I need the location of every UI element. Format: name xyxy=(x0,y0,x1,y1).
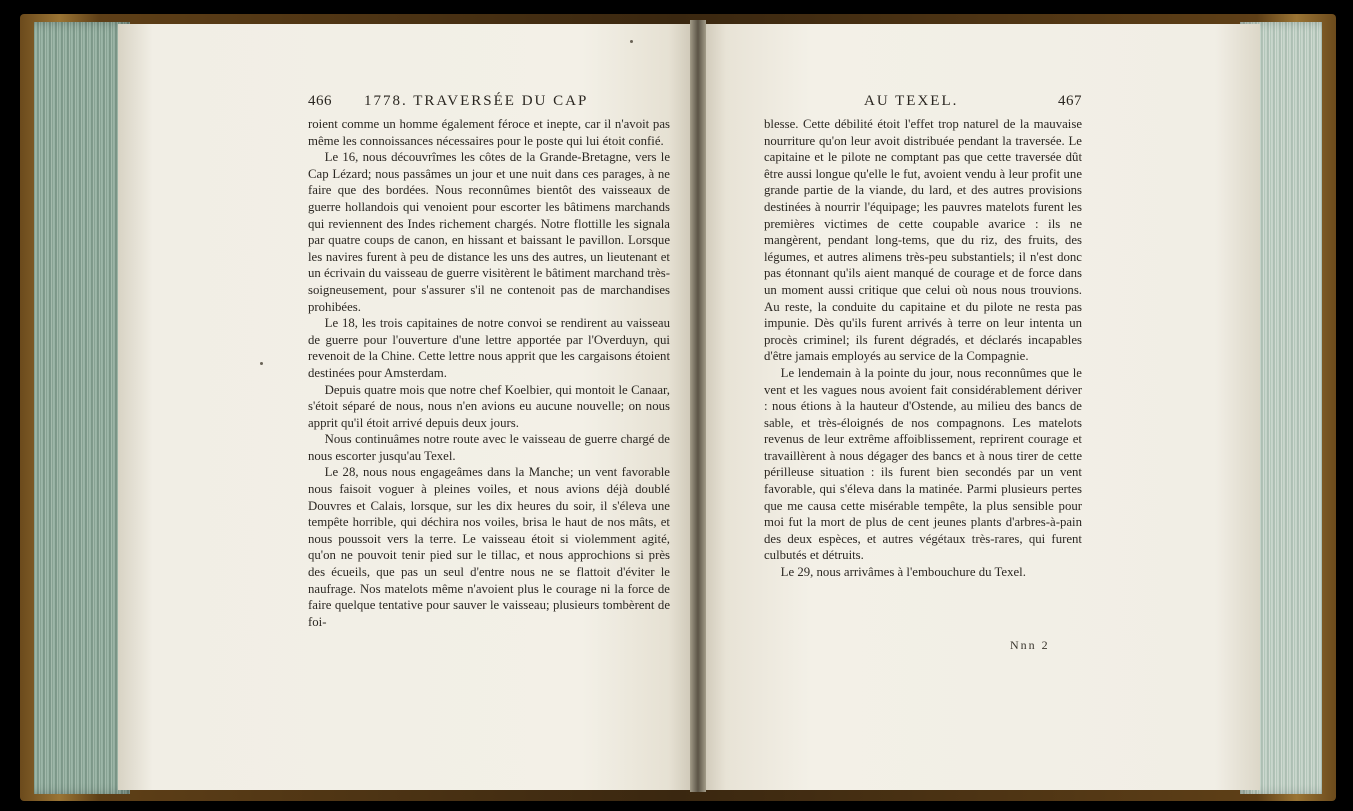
left-page-text xyxy=(308,116,670,630)
paragraph: Le 18, les trois capitaines de notre convoi se rendirent au vaisseau de guerre pour l'ouverture d'une lettre apportée par l'Overduyn, qui revenoit de la Chine. Cette lettre nous apprit que les cargaisons étoient destinées pour Amsterdam. xyxy=(308,316,670,380)
right-page-text xyxy=(764,116,1082,581)
paragraph: blesse. Cette débilité étoit l'effet trop naturel de la mauvaise nourriture qu'on leur avoit distribuée pendant la traversée. Le capitaine et le pilote ne comptant pas que cette traversée dût être aussi longue qu'elle le fut, avoient vendu à leur profit une grande partie de la viande, du lard, et des autres provisions destinées à nourrir l'équipage; les pauvres matelots furent les premières victimes de cette coupable avarice : ils ne mangèrent, pendant long-tems, que du riz, des fruits, des légumes, et autres alimens très-peu substantiels; il n'est donc pas étonnant qu'ils aient manqué de courage et de force dans un moment aussi critique que celui où nous nous trouvions. Au reste, la conduite du capitaine et du pilote ne resta pas impunie. Dès qu'ils furent arrivés à terre on leur intenta un procès criminel; ils furent dégradés, et déclarés incapables d'être jamais employés au service de la Compagnie. xyxy=(764,117,1082,364)
left-running-head: 1778. TRAVERSÉE DU CAP xyxy=(364,93,589,109)
left-page-edges xyxy=(34,22,130,794)
left-page-number: 466 xyxy=(308,93,332,109)
paragraph: Nous continuâmes notre route avec le vaisseau de guerre chargé de nous escorter jusqu'au Texel. xyxy=(308,432,670,463)
paragraph: Depuis quatre mois que notre chef Koelbier, qui montoit le Canaar, s'étoit séparé de nous, nous n'en avions eu aucune nouvelle; on nous apprit qu'il étoit arrivé depuis deux jours. xyxy=(308,382,670,430)
paper-speck xyxy=(630,40,633,43)
paragraph: Le 16, nous découvrîmes les côtes de la Grande-Bretagne, vers le Cap Lézard; nous passâmes un jour et une nuit dans ces parages, à ne faire que des bordées. Nous reconnûmes bientôt des vaisseaux de guerre hollandois qui venoient pour escorter les bâtimens marchands qui reviennent des Indes richement chargés. Notre flottille les signala par quatre coups de canon, en hissant et baissant le pavillon. Lorsque les navires furent à peu de distance les uns des autres, un lieutenant et un écrivain du vaisseau de guerre visitèrent le bâtiment marchand très-soigneusement, pour s'assurer s'il ne contenoit pas de marchandises prohibées. xyxy=(308,150,670,314)
right-running-head: AU TEXEL. xyxy=(864,93,959,109)
book-gutter xyxy=(690,20,706,792)
signature-mark: Nnn 2 xyxy=(1010,638,1050,652)
paper-speck xyxy=(260,362,263,365)
paragraph: Le 28, nous nous engageâmes dans la Manche; un vent favorable nous faisoit voguer à pleines voiles, et nous avions déjà doublé Douvres et Calais, lorsque, sur les dix heures du soir, il s'éleva une tempête horrible, qui déchira nos voiles, brisa le haut de nos mâts, et nous poussoit vers la terre. Le vaisseau étoit si violemment agité, qu'on ne pouvoit tenir pied sur le tillac, et nous approchions si près des écueils, que pas un seul d'entre nous ne se flattoit d'éviter le naufrage. Nos matelots même n'avoient plus le courage ni la force de faire quelque tentative pour sauver le vaisseau; plusieurs tombèrent de foi- xyxy=(308,465,670,629)
paragraph: Le 29, nous arrivâmes à l'embouchure du Texel. xyxy=(780,565,1026,580)
paragraph: roient comme un homme également féroce et inepte, car il n'avoit pas même les connoissances nécessaires pour le poste qui lui étoit confié. xyxy=(308,117,670,148)
paragraph: Le lendemain à la pointe du jour, nous reconnûmes que le vent et les vagues nous avoient fait considérablement dériver : nous étions à la hauteur d'Ostende, au milieu des bancs de sable, et très-éloignés de nos compagnons. Les matelots revenus de leur extrême affoiblissement, reprirent courage et travaillèrent à nous dégager des bancs et à nous tirer de cette périlleuse situation : ils furent bien secondés par un vent favorable, qui s'éleva dans la matinée. Parmi plusieurs pertes que me causa cette misérable tempête, la plus sensible pour moi fut la mort de plus de cent jeunes plants d'arbres-à-pain des deux espèces, et autres végétaux très-rares, qui furent culbutés et détruits. xyxy=(764,365,1082,563)
right-page-number: 467 xyxy=(1058,93,1082,109)
